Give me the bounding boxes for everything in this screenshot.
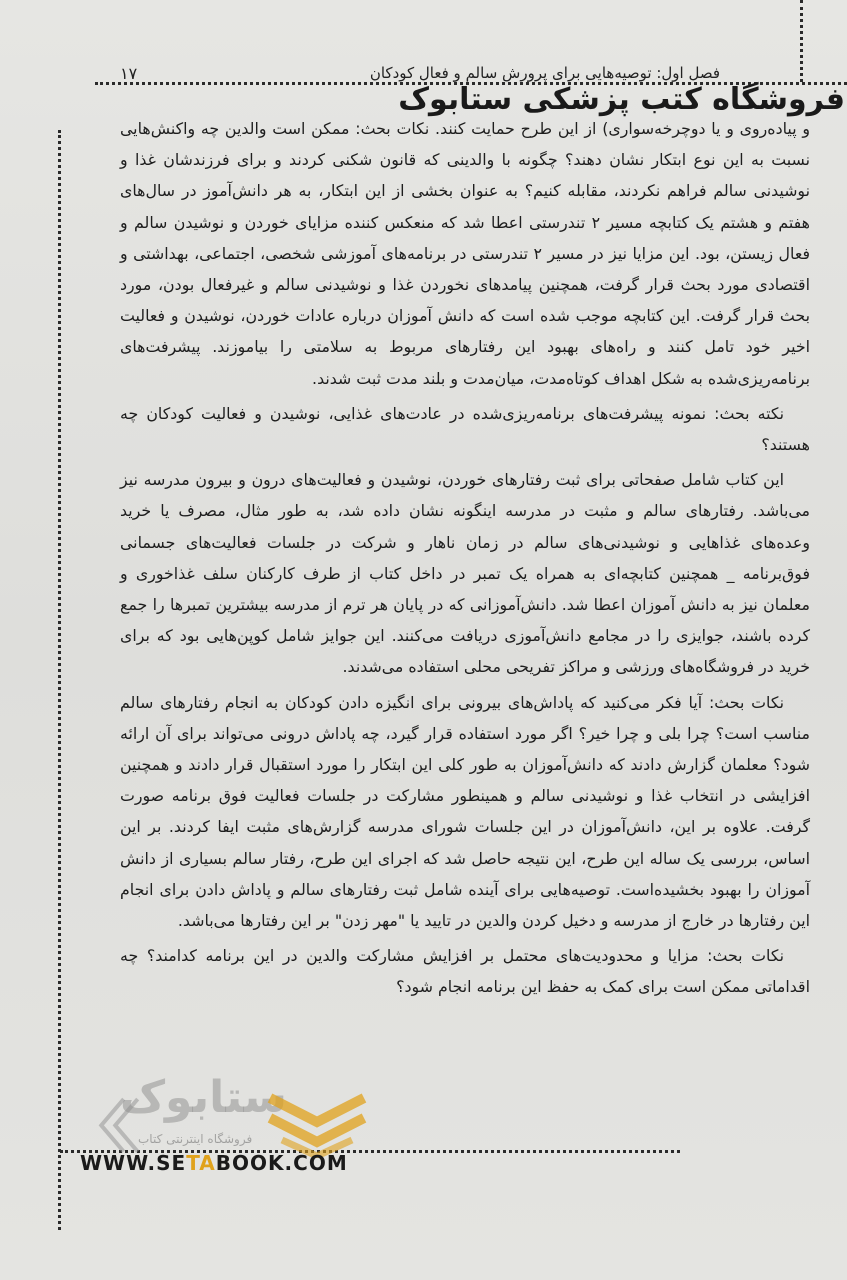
chapter-title: فصل اول: توصیه‌هایی برای پرورش سالم و فعال کودکان — [369, 64, 720, 82]
paragraph: این کتاب شامل صفحاتی برای ثبت رفتارهای خوردن، نوشیدن و فعالیت‌های درون و بیرون مدرسه نیز می‌باشد. رفتارهای سالم و مثبت در مدرسه اینگونه نشان داده شد، به طور مثال، مصرف یا خرید وعده‌های غذاهایی و نوشیدنی‌های سالم در زمان ناهار و شرکت در جلسات فعالیت‌های جسمانی فوق‌برنامه _ همچنین کتابچه‌ای به همراه یک تمبر در داخل کتاب از طرف کارکنان سلف غذاخوری و معلمان نیز به دانش آموزان اعطا شد. دانش‌آموزانی که در پایان هر ترم از مدرسه بیشترین تمبرها را جمع کرده باشند، جوایزی را در مجامع دانش‌آموزی دریافت می‌کنند. این جوایز شامل کوپن‌هایی بود که برای خرید در فروشگاه‌های ورزشی و مراکز تفریحی محلی استفاده می‌شدند. — [120, 470, 810, 677]
store-title: فروشگاه کتب پزشکی ستابوک — [398, 82, 845, 117]
paragraph: نکات بحث: مزایا و محدودیت‌های محتمل بر افزایش مشارکت والدین در این برنامه کدامند؟ چه اقداماتی ممکن است برای کمک به حفظ این برنامه انجام شود؟ — [120, 946, 810, 997]
double-chevron-icon: 〈〈 — [70, 1096, 126, 1161]
website-prefix: WWW.SE — [80, 1151, 187, 1175]
website-highlight: TA — [186, 1151, 216, 1175]
watermark-brand: ستابوک — [120, 1072, 287, 1123]
body-text — [120, 113, 810, 1003]
website-url — [80, 1151, 348, 1175]
website-suffix: BOOK.COM — [215, 1151, 348, 1175]
watermark-subtitle: فروشگاه اینترنتی کتاب — [138, 1132, 253, 1146]
paragraph: و پیاده‌روی و یا دوچرخه‌سواری) از این طرح حمایت کنند. نکات بحث: ممکن است والدین چه واکنش‌هایی نسبت به این نوع ابتکار نشان دهند؟ چگونه با والدینی که قانون شکنی کردند و برای فرزندشان غذا و نوشیدنی سالم فراهم نکردند، مقابله کنیم؟ به عنوان بخشی از این ابتکار، به هر دانش‌آموز در سال‌های هفتم و هشتم یک کتابچه مسیر ۲ تندرستی اعطا شد که منعکس کننده مزایای خوردن و نوشیدن سالم و فعال زیستن، بود. این مزایا نیز در مسیر ۲ تندرستی در برنامه‌های آموزشی شخصی، اجتماعی، بهداشتی و اقتصادی مورد بحث قرار گرفت، همچنین پیامدهای نخوردن غذا و نوشیدنی سالم و غیرفعال بودن، مورد بحث قرار گرفت. این کتابچه موجب شده است که دانش آموزان درباره عادات خوردن، نوشیدن و فعالیت اخیر خود تامل کنند و راه‌های بهبود این رفتارهای مربوط به سلامتی را بیاموزند. پیشرفت‌های برنامه‌ریزی‌شده به شکل اهداف کوتاه‌مدت، میان‌مدت و بلند مدت ثبت شدند. — [120, 119, 810, 388]
dotted-border-left — [58, 130, 61, 1230]
page-number: ۱۷ — [120, 63, 138, 83]
book-stack-icon — [262, 1088, 372, 1158]
dotted-border-right — [800, 0, 803, 82]
paragraph: نکته بحث: نمونه پیشرفت‌های برنامه‌ریزی‌شده در عادت‌های غذایی، نوشیدن و فعالیت کودکان چه هستند؟ — [120, 403, 810, 455]
paragraph: نکات بحث: آیا فکر می‌کنید که پاداش‌های بیرونی برای انگیزه دادن کودکان به انجام رفتارهای سالم مناسب است؟ چرا بلی و چرا خیر؟ اگر مورد استفاده قرار گیرد، چه پاداش درونی می‌تواند برای آن ارائه شود؟ معلمان گزارش دادند که دانش‌آموزان به طور کلی این ابتکار را مورد استقبال قرار دادند و همچنین افزایشی در انتخاب غذا و نوشیدنی سالم و همینطور مشارکت در جلسات فعالیت فوق برنامه صورت گرفت. علاوه بر این، دانش‌آموزان در این جلسات شورای مدرسه گزارش‌های مثبت ایفا کردند. بر این اساس، بررسی یک ساله این طرح، این نتیجه حاصل شد که اجرای این طرح، رفتار سالم بسیاری از دانش آموزان را بهبود بخشیده‌است. توصیه‌هایی برای آینده شامل ثبت رفتارهای سالم و پاداش دادن برای انجام این رفتارها در خارج از مدرسه و دخیل کردن والدین در تایید یا "مهر زدن" بر این رفتارها می‌باشد. — [120, 692, 810, 931]
running-head — [120, 62, 720, 84]
